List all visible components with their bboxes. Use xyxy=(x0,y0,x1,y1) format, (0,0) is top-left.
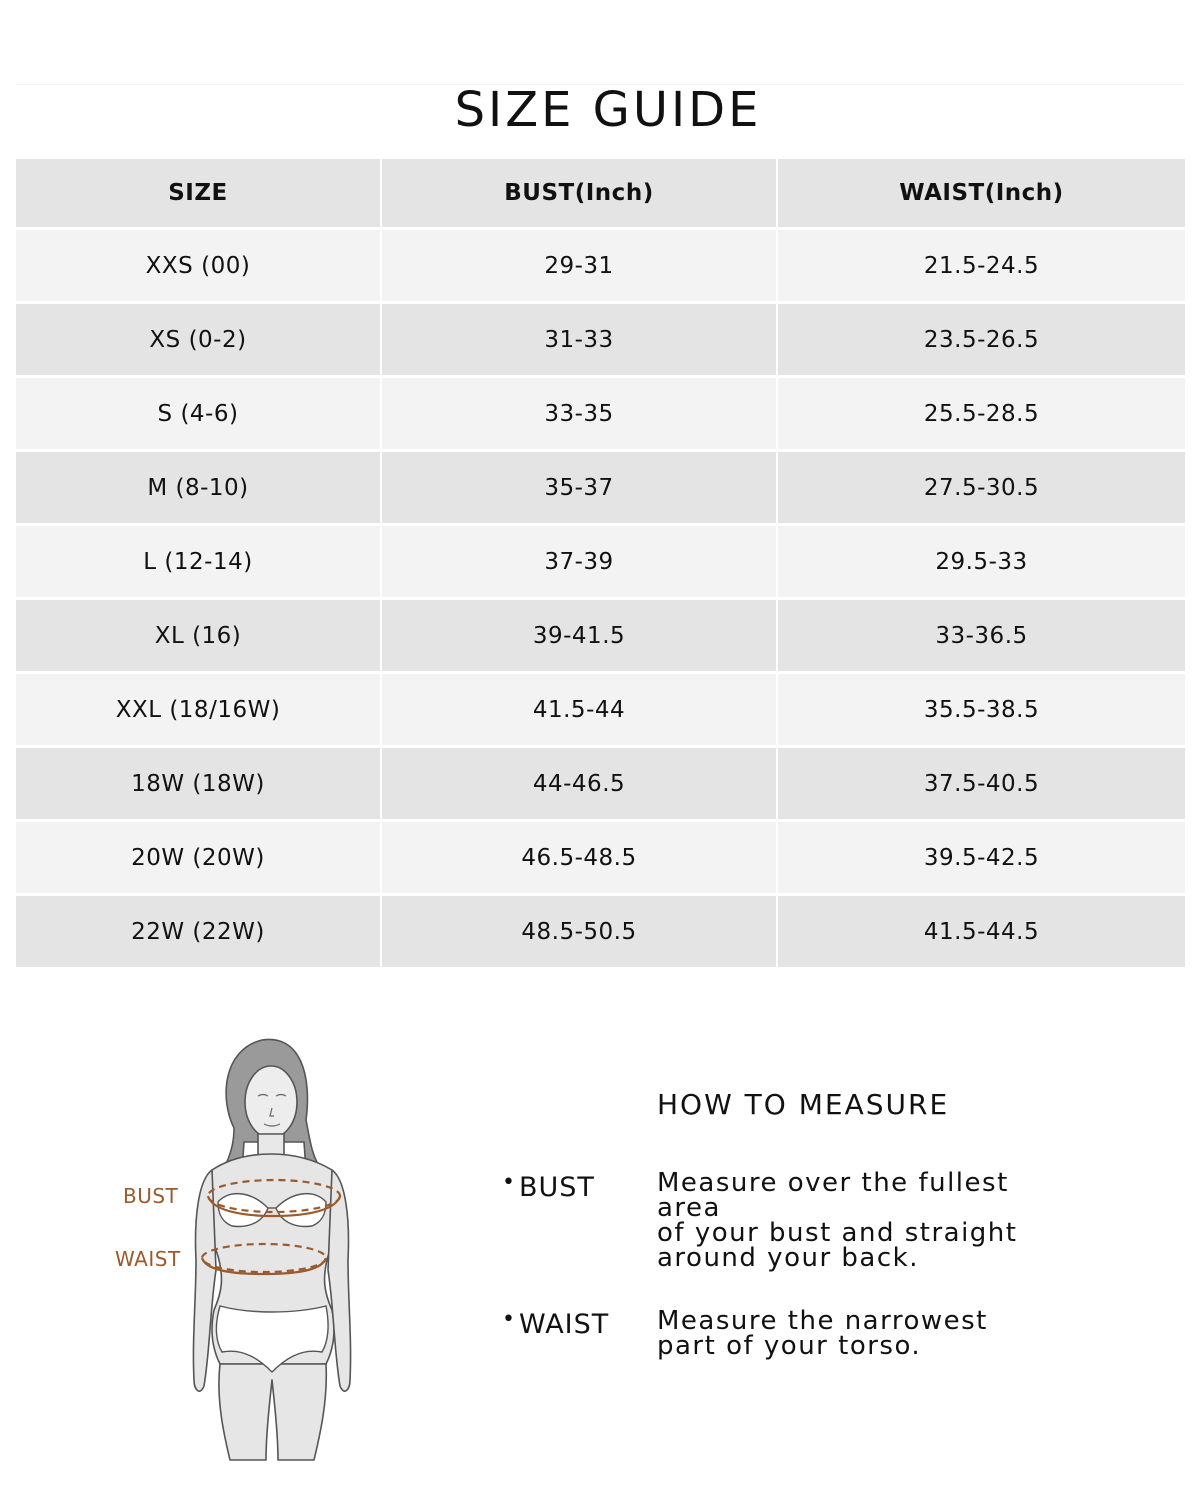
bust-cell: 35-37 xyxy=(382,452,776,523)
bust-term-label: BUST xyxy=(518,1172,595,1203)
waist-description-line: Measure the narrowest xyxy=(657,1306,988,1336)
bust-cell: 46.5-48.5 xyxy=(382,822,776,893)
bust-cell: 31-33 xyxy=(382,304,776,375)
bust-description-line: around your back. xyxy=(657,1243,919,1273)
size-cell: 20W (20W) xyxy=(16,822,380,893)
waist-description xyxy=(657,1306,1077,1361)
bust-description-line: of your bust and straight xyxy=(657,1218,1018,1248)
waist-cell: 37.5-40.5 xyxy=(778,748,1185,819)
size-cell: L (12-14) xyxy=(16,526,380,597)
header-size: SIZE xyxy=(16,159,380,227)
bullet-icon: • xyxy=(502,1307,516,1332)
size-cell: XXL (18/16W) xyxy=(16,674,380,745)
waist-cell: 25.5-28.5 xyxy=(778,378,1185,449)
waist-cell: 29.5-33 xyxy=(778,526,1185,597)
waist-cell: 33-36.5 xyxy=(778,600,1185,671)
bust-cell: 29-31 xyxy=(382,230,776,301)
waist-cell: 27.5-30.5 xyxy=(778,452,1185,523)
figure-waist-label: WAIST xyxy=(115,1247,181,1271)
bust-cell: 41.5-44 xyxy=(382,674,776,745)
size-cell: 18W (18W) xyxy=(16,748,380,819)
size-cell: XS (0-2) xyxy=(16,304,380,375)
waist-cell: 35.5-38.5 xyxy=(778,674,1185,745)
size-cell: S (4-6) xyxy=(16,378,380,449)
waist-description-line: part of your torso. xyxy=(657,1331,922,1361)
figure-bust-label: BUST xyxy=(123,1184,179,1208)
waist-cell: 39.5-42.5 xyxy=(778,822,1185,893)
page-title: SIZE GUIDE xyxy=(454,82,762,138)
waist-cell: 41.5-44.5 xyxy=(778,896,1185,967)
how-to-measure-title: HOW TO MEASURE xyxy=(657,1088,950,1121)
waist-cell: 23.5-26.5 xyxy=(778,304,1185,375)
size-cell: XL (16) xyxy=(16,600,380,671)
bust-description-line: Measure over the fullest area xyxy=(657,1168,1009,1223)
bust-description xyxy=(657,1168,1077,1273)
bust-cell: 48.5-50.5 xyxy=(382,896,776,967)
waist-term-label: WAIST xyxy=(518,1309,610,1340)
size-table xyxy=(16,159,1185,967)
waist-term xyxy=(502,1309,609,1340)
header-waist: WAIST(Inch) xyxy=(778,159,1185,227)
bust-term xyxy=(502,1172,595,1203)
header-bust: BUST(Inch) xyxy=(382,159,776,227)
size-cell: 22W (22W) xyxy=(16,896,380,967)
bust-cell: 39-41.5 xyxy=(382,600,776,671)
bust-cell: 37-39 xyxy=(382,526,776,597)
waist-cell: 21.5-24.5 xyxy=(778,230,1185,301)
bust-cell: 44-46.5 xyxy=(382,748,776,819)
size-cell: M (8-10) xyxy=(16,452,380,523)
size-cell: XXS (00) xyxy=(16,230,380,301)
bullet-icon: • xyxy=(502,1170,516,1195)
bust-cell: 33-35 xyxy=(382,378,776,449)
